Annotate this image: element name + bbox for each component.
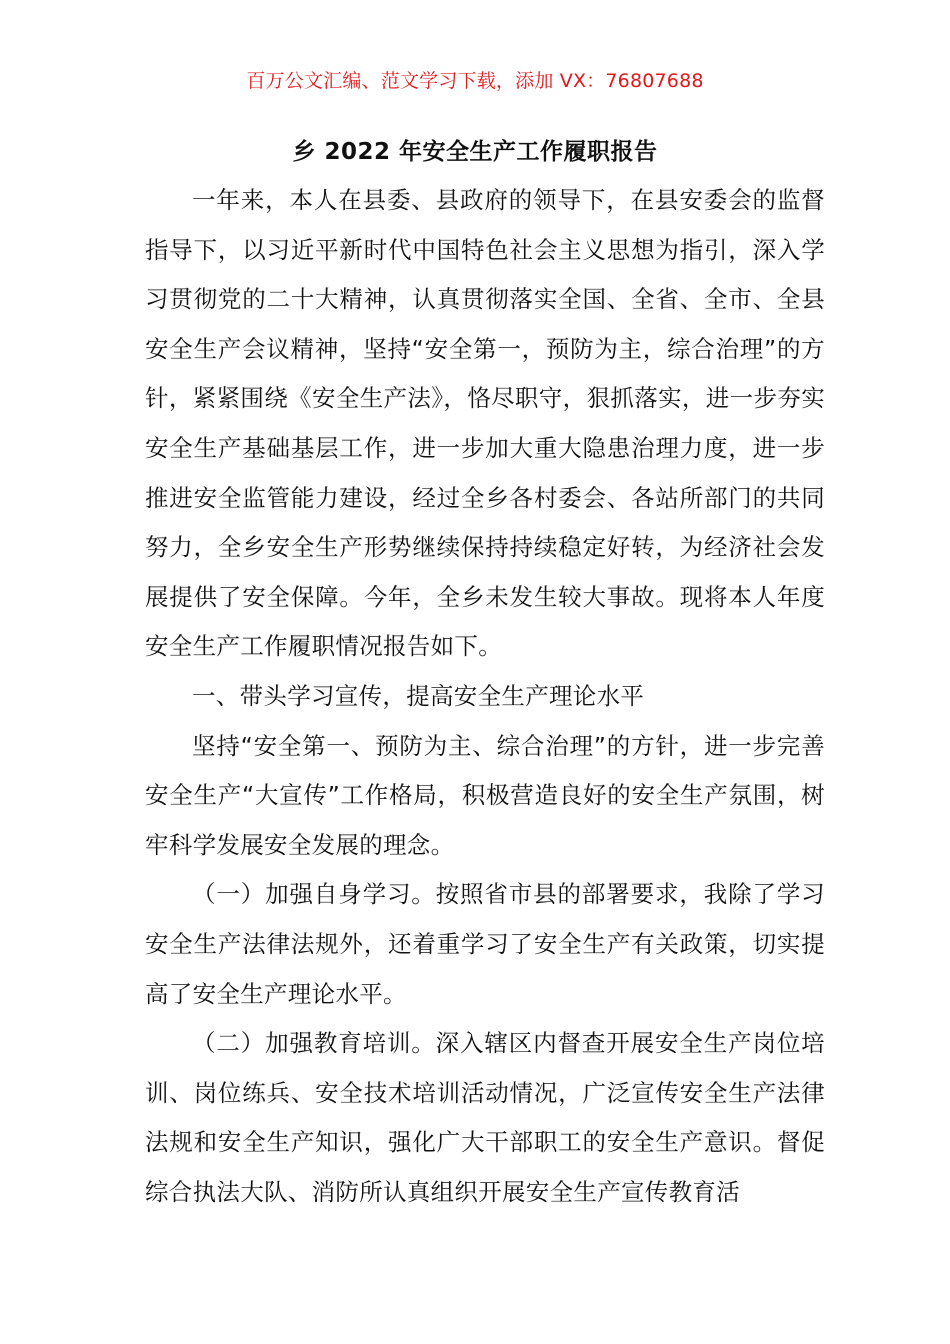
paragraph-item-1: （一）加强自身学习。按照省市县的部署要求，我除了学习安全生产法律法规外，还着重学习了安全生产有关政策，切实提高了安全生产理论水平。 — [145, 880, 825, 1008]
paragraph-item-2: （二）加强教育培训。深入辖区内督查开展安全生产岗位培训、岗位练兵、安全技术培训活动情况，广泛宣传安全生产法律法规和安全生产知识，强化广大干部职工的安全生产意识。督促综合执法大队、消防所认真组织开展安全生产宣传教育活 — [145, 1029, 825, 1206]
section-heading-1: 一、带头学习宣传，提高安全生产理论水平 — [192, 681, 645, 710]
download-notice: 百万公文汇编、范文学习下载，添加 VX：76807688 — [246, 70, 704, 92]
paragraph-section-1: 坚持“安全第一、预防为主、综合治理”的方针，进一步完善安全生产“大宣传”工作格局，积极营造良好的安全生产氛围，树牢科学发展安全发展的理念。 — [145, 731, 825, 859]
paragraph-intro: 一年来，本人在县委、县政府的领导下，在县安委会的监督指导下，以习近平新时代中国特色社会主义思想为指引，深入学习贯彻党的二十大精神，认真贯彻落实全国、全省、全市、全县安全生产会议精神，坚持“安全第一，预防为主，综合治理”的方针，紧紧围绕《安全生产法》，恪尽职守，狠抓落实，进一步夯实安全生产基础基层工作，进一步加大重大隐患治理力度，进一步推进安全监管能力建设，经过全乡各村委会、各站所部门的共同努力，全乡安全生产形势继续保持持续稳定好转，为经济社会发展提供了安全保障。今年，全乡未发生较大事故。现将本人年度安全生产工作履职情况报告如下。 — [145, 186, 825, 661]
document-body — [145, 176, 825, 1217]
document-title: 乡 2022 年安全生产工作履职报告 — [292, 139, 658, 165]
